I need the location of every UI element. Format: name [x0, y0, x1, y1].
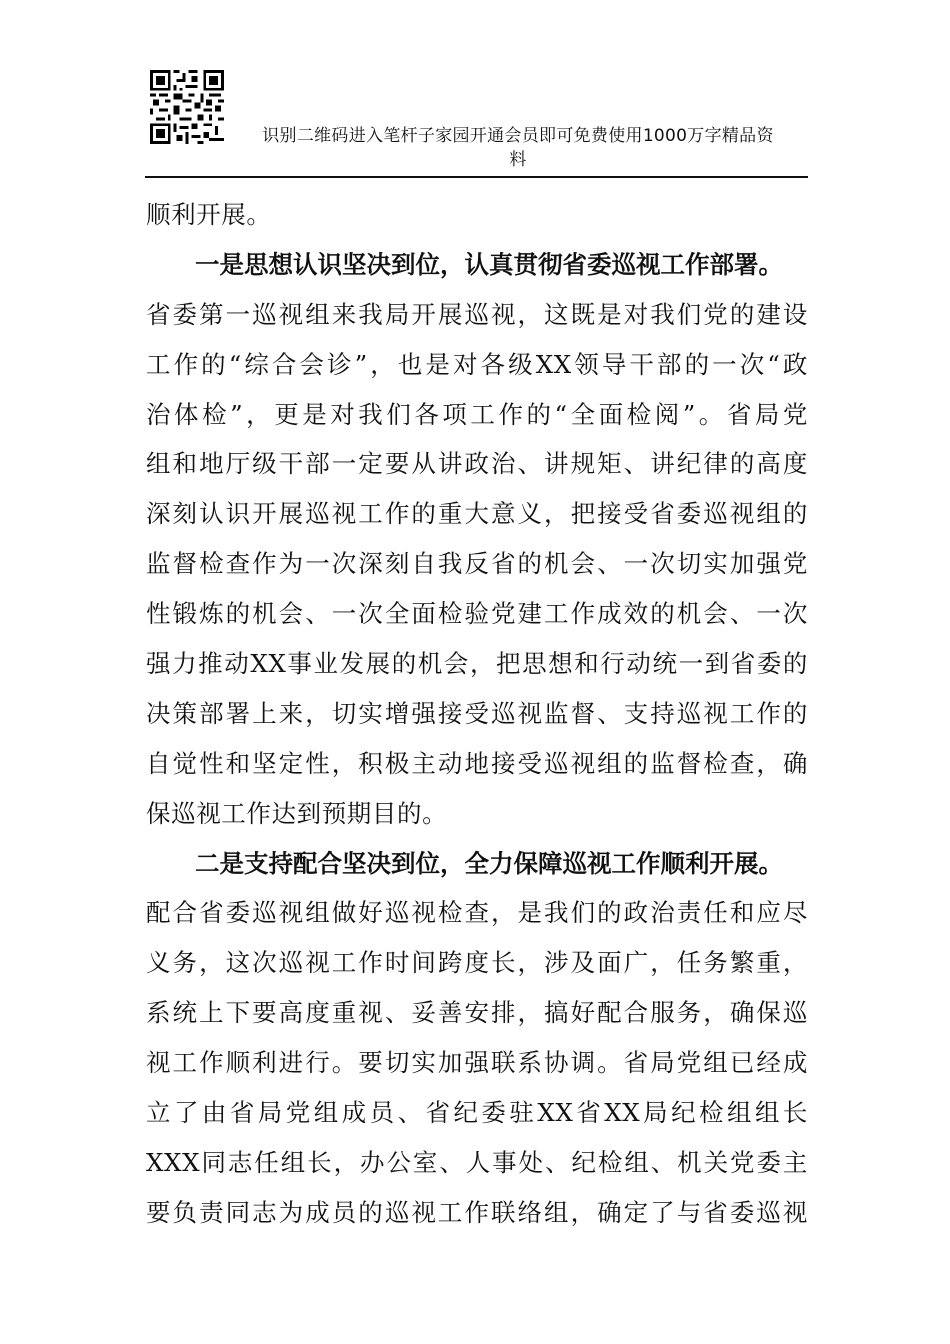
text-line: 省委第一巡视组来我局开展巡视，这既是对我们党的建设: [146, 299, 808, 329]
header-notice-line-1: 识别二维码进入笔杆子家园开通会员即可免费使用1000万字精品资: [262, 126, 774, 146]
qr-code-icon: [150, 70, 224, 144]
text-line: 决策部署上来，切实增强接受巡视监督、支持巡视工作的: [146, 698, 808, 728]
text-line: 系统上下要高度重视、妥善安排，搞好配合服务，确保巡: [146, 998, 808, 1028]
text-line: 深刻认识开展巡视工作的重大意义，把接受省委巡视组的: [146, 499, 808, 529]
text-line: 性锻炼的机会、一次全面检验党建工作成效的机会、一次: [146, 599, 808, 629]
text-line: 保巡视工作达到预期目的。: [146, 798, 448, 828]
text-line: 工作的“综合会诊”，也是对各级XX领导干部的一次“政: [146, 349, 808, 379]
text-line: 视工作顺利进行。要切实加强联系协调。省局党组已经成: [146, 1048, 808, 1078]
text-line: 治体检”，更是对我们各项工作的“全面检阅”。省局党: [146, 399, 808, 429]
header-divider: [145, 176, 808, 178]
text-line: 监督检查作为一次深刻自我反省的机会、一次切实加强党: [146, 549, 808, 579]
text-line: 组和地厅级干部一定要从讲政治、讲规矩、讲纪律的高度: [146, 449, 808, 479]
section-heading-1: 一是思想认识坚决到位，认真贯彻省委巡视工作部署。: [195, 249, 783, 279]
text-line: 自觉性和坚定性，积极主动地接受巡视组的监督检查，确: [146, 748, 808, 778]
section-heading-2: 二是支持配合坚决到位，全力保障巡视工作顺利开展。: [195, 848, 783, 878]
text-line: 要负责同志为成员的巡视工作联络组，确定了与省委巡视: [146, 1197, 808, 1227]
page-header: [145, 68, 808, 180]
text-line: 立了由省局党组成员、省纪委驻XX省XX局纪检组组长: [146, 1098, 808, 1128]
text-line: XXX同志任组长，办公室、人事处、纪检组、机关党委主: [146, 1147, 808, 1177]
header-notice-line-2: 料: [509, 150, 527, 170]
text-line: 强力推动XX事业发展的机会，把思想和行动统一到省委的: [146, 649, 808, 679]
document-body: [146, 190, 808, 1238]
header-notice: [223, 124, 813, 172]
text-line: 顺利开展。: [146, 200, 272, 229]
text-line: 配合省委巡视组做好巡视检查，是我们的政治责任和应尽: [146, 898, 808, 928]
text-line: 义务，这次巡视工作时间跨度长，涉及面广，任务繁重，: [146, 948, 808, 978]
